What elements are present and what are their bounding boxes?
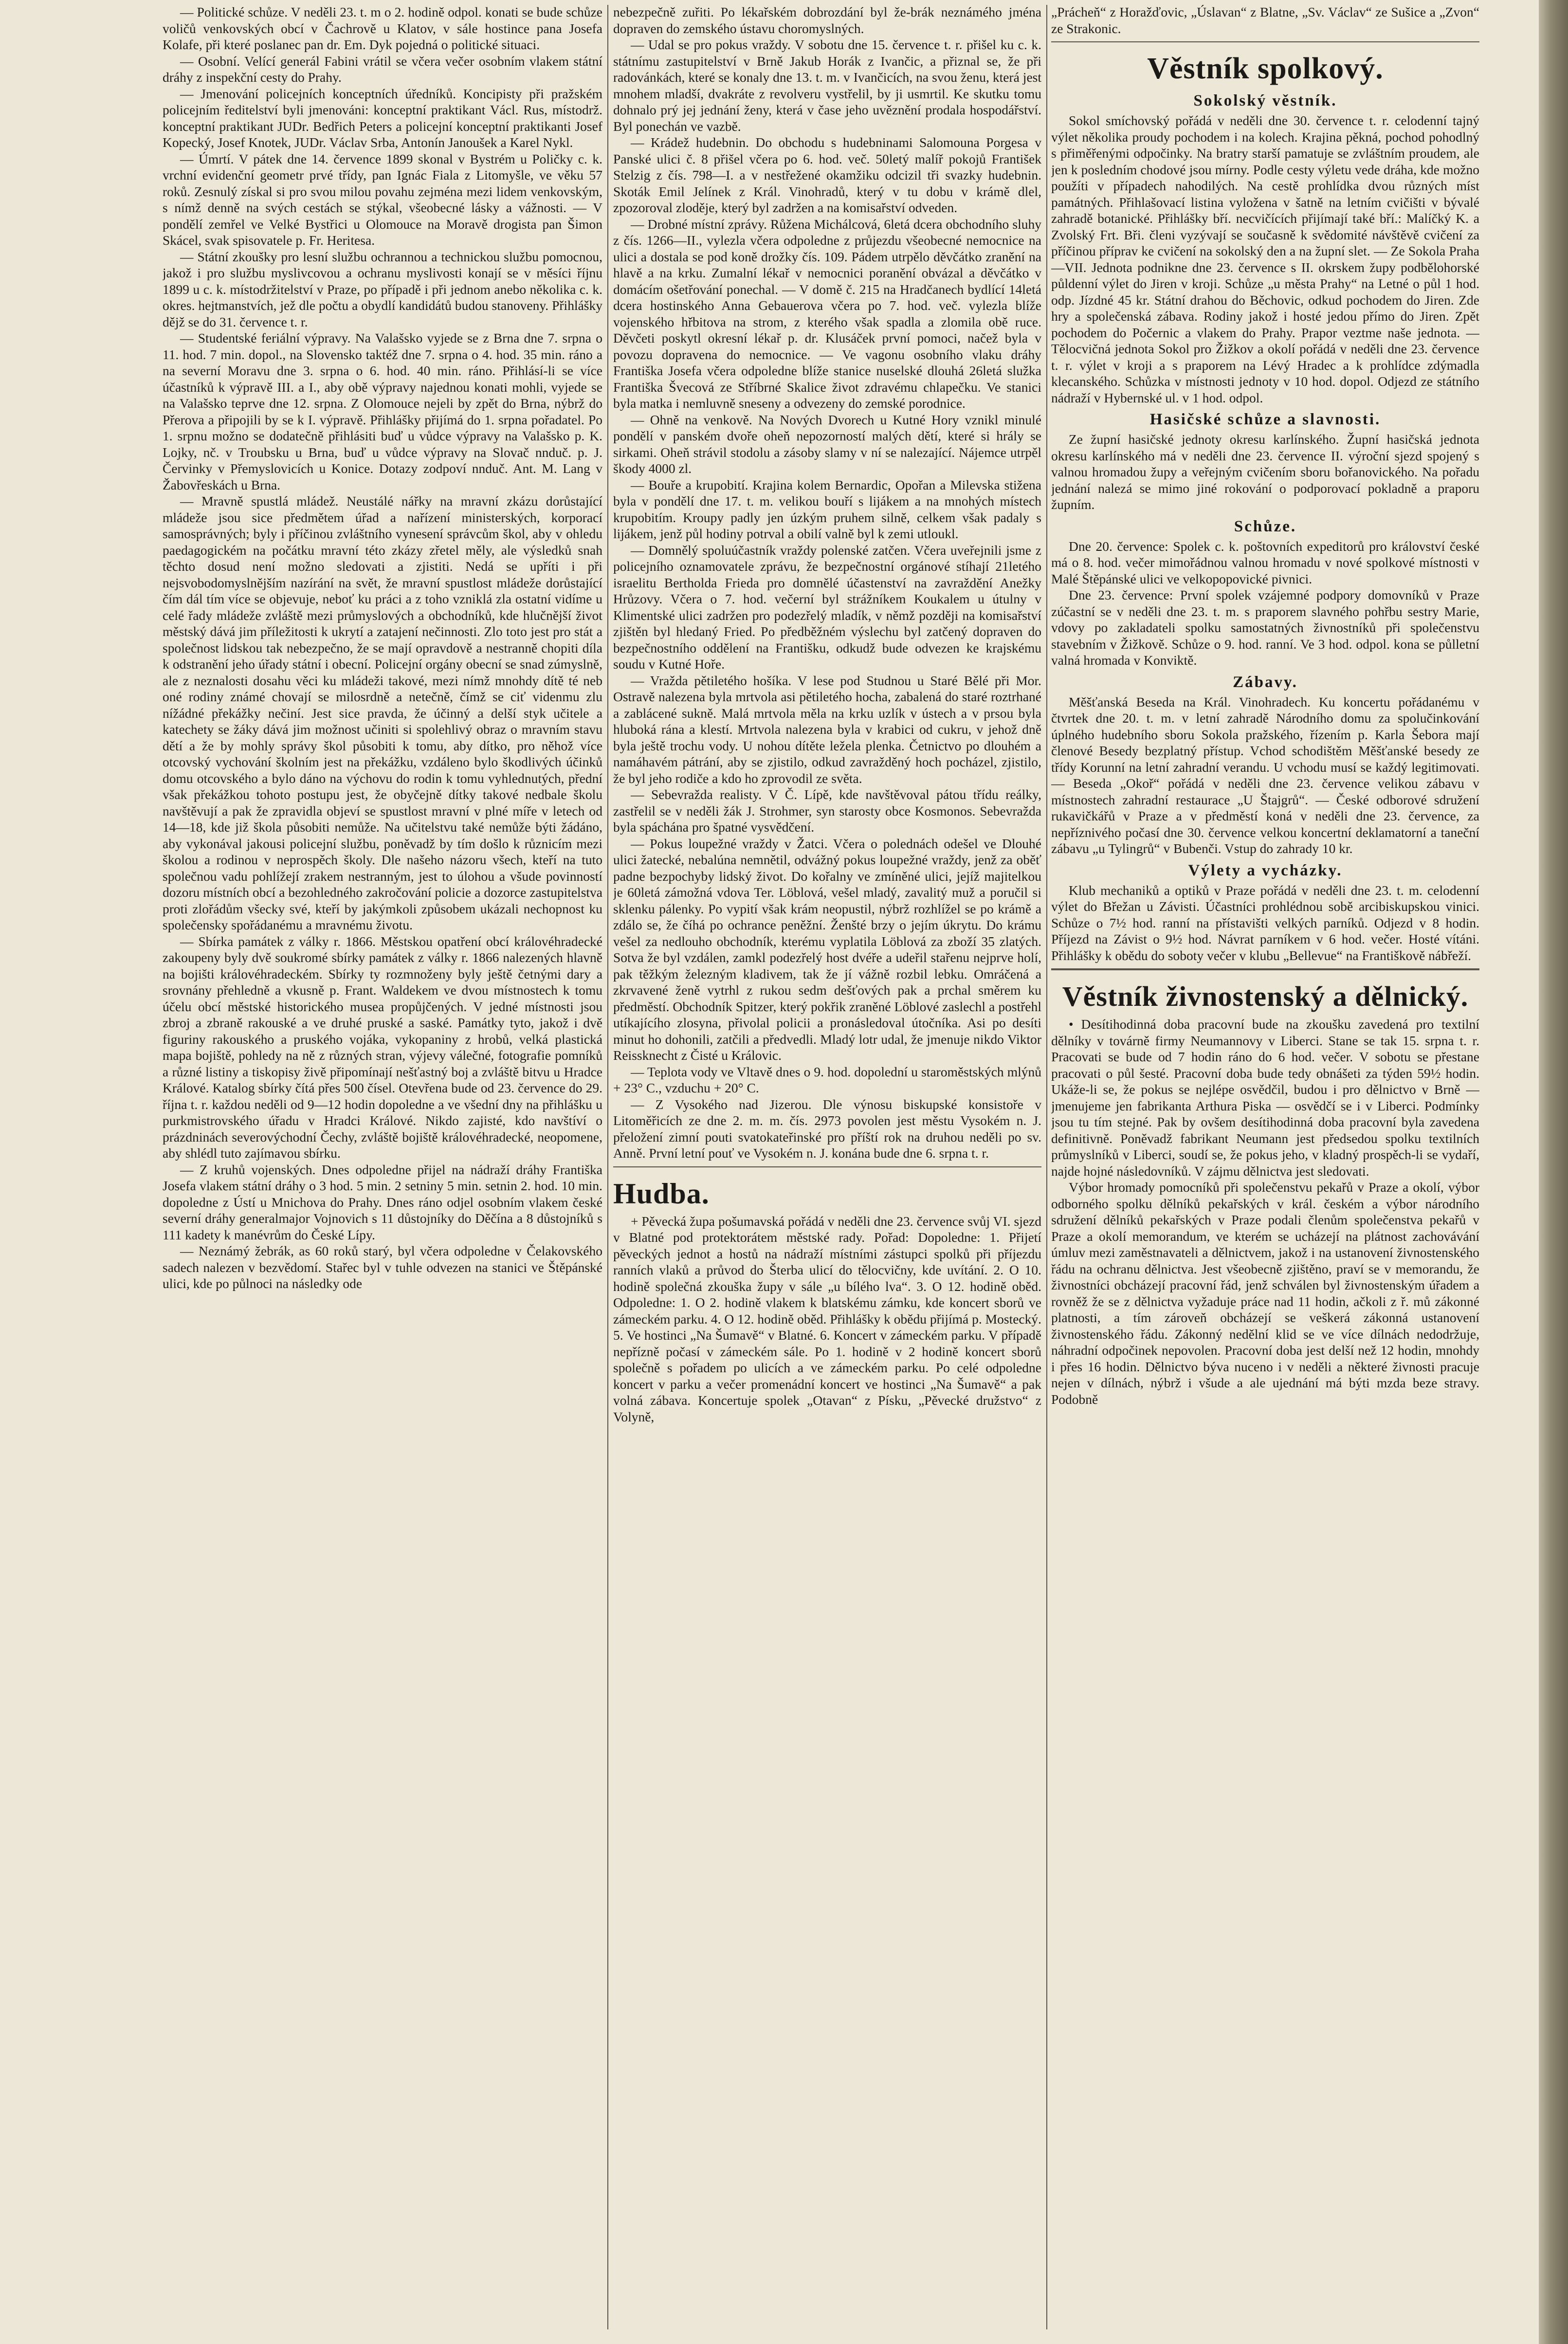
section-title-zivnostensky: Věstník živnostenský a dělnický. <box>1062 981 1469 1012</box>
column-rule-1 <box>607 5 608 2329</box>
article-water-temp: — Teplota vody ve Vltavě dnes o 9. hod. dopolední u staroměstských mlýnů + 23° C., vzduchu + 20° C. <box>613 1064 1041 1095</box>
article-1866-collection: — Sbírka památek z války r. 1866. Městskou opatření obcí královéhradecké zakoupeny byly dvě soukromé sbírky památek z války r. 1866 nalezených hlavně na bojišti královéhradeckém. Sbírky ty rozmnoženy byly ještě četnými dary a srovnány přehledně a vkusně p. Frant. Waldekem ve dvou místnostech k tomu účelu obcí městské historického musea propůjčených. V jedné místnosti jsou zbroj a zbraně rakouské a ve druhé pruské a saské. Památky tyto, jakož i dvě figuriny rakouského a pruského vojáka, vykopaniny z hrobů, velká plastická mapa bojiště, pohledy na ně z různých stran, výjevy válečné, fotografie pomníků a různé listiny a tiskopisy živě připomínají nešťastný boj a zvláště bitvu u Hradce Králové. Katalog sbírky čítá přes 500 čísel. Otevřena bude od 23. července do 29. října t. r. každou neděli od 9—12 hodin dopoledne a ve všední dny na přihlášku u purkmistrovského úřadu v Hradci Králové. Nikdo zajisté, kdo navštíví o prázdninách severovýchodní Čechy, zvláště bojiště královéhradecké, neopomene, aby shlédl tuto zajímavou sbírku. <box>163 933 602 1161</box>
article-robbery: — Pokus loupežné vraždy v Žatci. Včera o polednách odešel ve Dlouhé ulici žatecké, nebalúna nemnětil, odvážný pokus loupežné vraždy, jenž za oběť padne bezpochyby lidský život. Do kořalny ve zmíněné ulici, jejíž majitelkou je 60letá zámožná vdova Ter. Löblová, vešel mladý, zavalitý muž a poručil si sklenku pálenky. Po vypití však krám neopustil, nýbrž rozhlížel se po krámě a zdálo se, že číhá po ochrance peněžní. Ženšté brzy o jejím úkrytu. Do krámu vešel za nedlouho obchodník, kterému vyplatila Löblová za zboží 35 zlatých. Sotva že byl vzdálen, zamkl podezřelý host dvéře a udeřil stařenu nejprve holí, pak těžkým železným kladivem, tak že jí vážně rozbil lebku. Omráčená a zkrvavené ženě vytrhl z rukou sedm dešťových pak a prchal směrem ku předměstí. Obchodník Spitzer, který pokřik zraněné Löblové zaslechl a postřehl utíkajícího zlosyna, přivolal policii a pronásledoval útočníka. Asi po desíti minut ho dohonili, zatčili a předvedli. Mladý lotr udal, že jmenuje nikdo Viktor Reissknecht z Čisté u Královic. <box>613 836 1041 1063</box>
section-title-hudba: Hudba. <box>613 1177 710 1210</box>
article-bakers: Výbor hromady pomocníků při společenstvu pekařů v Praze a okolí, výbor odborného spolku dělníků pekařských v král. českém a výbor národního sdružení dělníků pekařských v Praze podali členům společenstva pekařů v Praze a okolí memorandum, ve kterém se ucházejí na plátnost zachovávání úmluv mezi zaměstnavateli a dělnictvem, jakož i na ustanovení živnostenského řádu na ochranu dělnictva. Jest všeobecně zjištěno, praví se v memorandu, že živnostníci obcházejí pracovní řád, jenž schválen byl živnostenským úřadem a rovněž že se z dělnictva vyžaduje práce nad 11 hodin, ačkoli z ř. mů zákonné platnosti, a tím zároveň obcházejí se veškerá zákonná ustanovení živnostenského řádu. Zákonný nedělní klid se ve více dílnách nedodržuje, náhradní odpočinek nepovolen. Pracovní doba jest delší než 12 hodin, mnohdy i přes 16 hodin. Dělnictvo býva nuceno i v neděli a některé živnosti pracuje nejen v dílnách, nýbrž i všude a ale ujednání má býti mzda beze stravy. Podobně <box>1051 1180 1479 1407</box>
article-trips: Klub mechaniků a optiků v Praze pořádá v neděli dne 23. t. m. celodenní výlet do Břežan u Závisti. Účastníci prohlédnou sobě arcibiskupskou vinici. Schůze o 7½ hod. ranní na přístavišti velkých parníků. Odjezd v 8 hodin. Příjezd na Závist o 9½ hod. Návrat parníkem v 6 hod. večer. Hosté vítáni. Přihlášky k obědu do soboty večer v klubu „Bellevue“ na Františkově nábřeží. <box>1051 882 1479 963</box>
article-arrest: — Domnělý spoluúčastník vraždy polenské zatčen. Včera uveřejnili jsme z policejního oznamovatele zprávu, že bezpečnostní orgánové stíhají 21letého israelitu Bertholda Frieda pro domnělé účastenství na zavraždění Anežky Hrůzovy. Včera o 7. hod. večerní byl strážníkem Koukalem u útulny v Klimentské ulici zadržen pro podezřelý mladík, v němž později na komisařství zjištěn byl hledaný Fried. Po předběžném výslechu byl zatčený dopraven do bezpečnostního oddělení na Františku, odkudž bude odvezen ke krajskému soudu v Kutné Hoře. <box>613 542 1041 672</box>
section-divider <box>1051 968 1479 970</box>
subsection-sokol: Sokolský věstník. <box>1193 92 1337 109</box>
article-entertainment: Měšťanská Beseda na Král. Vinohradech. Ku koncertu pořádanému v čtvrtek dne 20. t. m. v letní zahradě Národního domu za spolučinkování úplného hudebního sboru Sokola pražského, řízením p. Karla Šebora mají členové Besedy bezplatný přístup. Vchod schodištěm Měšťanské besedy ze třídy Korunní na letní zahradní verandu. U vchodu musí se každý legitimovati. — Beseda „Okoř“ pořádá v neděli dne 23. července velikou zábavu v místnostech zahradní restaurace „U Štajgrů“. — České odborové sdružení rukavičkářů v Praze a v předměstí koná v neděli dne 23. července, za nepříznivého počasí dne 30. července velkou koncertní deklamatorní a taneční zábavu „u Tylingrů“ v Bubenči. Vstup do zahrady 10 kr. <box>1051 694 1479 856</box>
article-choir: + Pěvecká župa pošumavská pořádá v neděli dne 23. července svůj VI. sjezd v Blatné pod protektorátem městské rady. Pořad: Dopoledne: 1. Přijetí pěveckých jednot a hostů na nádraží místními zástupci spolků při příjezdu ranních vlaků a průvod do Šterba ulicí do tělocvičny, kde uvítání. 2. O 10. hodině společná zkouška župy v sále „u bílého lva“. 3. O 12. hodině oběd. Odpoledne: 1. O 2. hodině vlakem k blatskému zámku, kde koncert sborů ve zámeckém parku. 4. O 12. hodině oběd. Přihlášky k obědu přijímá p. Mostecký. 5. Ve hostinci „Na Šumavě“ v Blatné. 6. Koncert v zámeckém parku. V případě nepřízně počasí v zámeckém sále. Po 1. hodině v 2 hodině koncert sborů společně s pořadem po ulicích a ve zámeckém parku. Po celé odpoledne koncert v parku a večer promenádní koncert ve hostinci „Na Šumavě“ a pak volná zábava. Koncertuje spolek „Otavan“ z Písku, „Pěvecké družstvo“ z Volyně, <box>613 1213 1041 1424</box>
article-sokol: Sokol smíchovský pořádá v neděli dne 30. července t. r. celodenní tajný výlet několika proudy pochodem i na kolech. Krajina pěkná, pochod pohodlný s přiměřenými odpočinky. Na bratry starší pamatuje se zvláštním proudem, ale jen k posledním chodové jsou mírny. Podle cesty výletu vede dráha, kde možno použíti v případech nahodilých. Na cestě prohlídka dvou různých míst památných. Přihlašovací listina vyložena v šatně na letním cvičišti v bývalé zahradě botanické. Přihlášky bří. necvičících přijímají také bří.: Malíčký K. a Zvolský Frt. Bři. členi vyzývají se současně k svědomité návštěvě cvičení za příčinou příprav ke cvičení na sokolský den a na župní slet. — Ze Sokola Praha—VII. Jednota podnikne dne 23. července s II. okrskem župy podbělohorské půldenní výlet do Jiren v kroji. Schůze „u města Prahy“ na Letné o půl 1 hod. odp. Jízdné 45 kr. Státní drahou do Běchovic, odkud pochodem do Jiren. Zde hry a společenská zábava. Rodiny jakož i hosté jedou přímo do Jiren. Zpět pochodem do Počernic a vlakem do Prahy. Prapor veztme naše jednota. — Tělocvičná jednota Sokol pro Žižkov a okolí pořádá v neděli dne 23. července t. r. výlet v kroji a s praporem na Lévý Hradec a k prohlídce zdýmadla klecanského. Schůzka v místnosti jednoty v 10 hod. dopol. Odjezd ze státního nádraží v Hybernské ul. v 1 hod. odpol. <box>1051 113 1479 405</box>
article-storm: — Bouře a krupobití. Krajina kolem Bernardic, Opořan a Milevska stižena byla v pondělí dne 17. t. m. velikou bouří s lijákem a na mnohých místech krupobitím. Kroupy padly jen úzkým pruhem silně, celkem však padaly s lijákem, jenž půl hodiny potrval a obilí valně byl k zemi utloukl. <box>613 477 1041 541</box>
article-state-exams: — Státní zkoušky pro lesní službu ochrannou a technickou službu pomocnou, jakož i pro službu myslivcovou a ochranu myslivosti konají se v měsíci říjnu 1899 u c. k. místodržitelství v Praze, po případě i při jednom anebo několika c. k. okres. hejtmanstvích, jež dle počtu a obydlí kandidátů budou stanoveny. Přihlášky dějž se do 31. července t. r. <box>163 249 602 329</box>
article-beggar-cont: nebezpečně zuřiti. Po lékařském dobrozdání byl že-brák neznámého jména dopraven do zemského ústavu choromyslných. <box>613 4 1041 36</box>
article-vysoke: — Z Vysokého nad Jizerou. Dle výnosu biskupské konsistoře v Litoměřicích ze dne 2. m. m. čís. 2973 povolen jest městu Vysokém n. J. přeložení zimní pouti svatokateřinské pro příští rok na druhou neděli po sv. Anně. První letní pouť ve Vysokém n. J. konána bude dne 6. srpna t. r. <box>613 1096 1041 1161</box>
section-title-spolkovy: Věstník spolkový. <box>1147 52 1384 85</box>
article-personal: — Osobní. Velící generál Fabini vrátil se včera večer osobním vlakem státní dráhy z inspekční cesty do Prahy. <box>163 53 602 85</box>
article-political-meetings: — Politické schůze. V neděli 23. t. m o 2. hodině odpol. konati se bude schůze voličů venkovských obcí v Čachrově u Klatov, v sále hostince pana Josefa Kolafe, při které poslanec pan dr. Em. Dyk pojedná o politické situaci. <box>163 4 602 52</box>
section-divider <box>1051 41 1479 42</box>
article-deaths: — Úmrtí. V pátek dne 14. července 1899 skonal v Bystrém u Poličky c. k. vrchní evidenční geometr prvé třídy, pan Ignác Fiala z Litomyšle, ve věku 57 roků. Zesnulý získal si pro svou milou povahu zejména mezi lidem venkovským, s nímž denně na svých cestách se stýkal, všeobecné lásky a vážnosti. — V pondělí zemřel ve Velké Bystřici u Olomouce na Moravě drogista pan Šimon Skácel, svak spisovatele p. Fr. Heritesa. <box>163 151 602 248</box>
subsection-entertainment: Zábavy. <box>1233 673 1298 691</box>
subsection-firemen: Hasičské schůze a slavnosti. <box>1149 411 1381 428</box>
article-firemen: Ze župní hasičské jednoty okresu karlínského. Župní hasičská jednota okresu karlínského má v neděli dne 23. července II. výroční sjezd spojený s valnou hromadou župy a veřejným cvičením sboru bořanovického. Na pořadu jednání nalezá se mimo jiné rokování o podporovací pokladně a praporu župním. <box>1051 432 1479 512</box>
article-suicide: — Sebevražda realisty. V Č. Lípě, kde navštěvoval pátou třídu reálky, zastřelil se v neděli žák J. Strohmer, syn starosty obce Kosmonos. Sebevražda byla spáchána pro špatné vysvědčení. <box>613 787 1041 835</box>
article-police-appointments: — Jmenování policejních konceptních úředníků. Koncipisty při pražském policejním ředitelství byli jmenováni: konceptní praktikant Václ. Rus, místodrž. konceptní praktikant JUDr. Bedřich Peters a policejní konceptní praktikanti Josef Kopecký, Josef Knotek, JUDr. Václav Srba, Antonín Janoušek a Karel Nykl. <box>163 86 602 150</box>
article-military: — Z kruhů vojenských. Dnes odpoledne přijel na nádraží dráhy Františka Josefa vlakem státní dráhy o 3 hod. 5 min. 2 setniny 5 min. setnin 2. hod. 10 min. dopoledne z Ústí u Mnichova do Prahy. Dnes ráno odjel osobním vlakem české severní dráhy generalmajor Vojnovich s 11 důstojníky do Děčína a 8 důstojníků s 111 kadety k manévrům do České Lípy. <box>163 1162 602 1242</box>
article-beggar: — Neznámý žebrák, as 60 roků starý, byl včera odpoledne v Čelakovského sadech nalezen v bezvědomí. Stařec byl v tuhle odvezen na stanici ve Štěpánské ulici, kde po půlnoci na následky ode <box>163 1243 602 1291</box>
article-meeting-1: Dne 20. července: Spolek c. k. poštovních expeditorů pro království české má o 8. hod. večer mimořádnou valnou hromadu v nové spolkové místnosti v Malé Štěpánské ulici ve velkopopovické pivnici. <box>1051 538 1479 586</box>
article-meeting-2: Dne 23. července: První spolek vzájemné podpory domovníků v Praze zúčastní se v neděli dne 23. t. m. s praporem slavného pohřbu sestry Marie, vdovy po zakladateli spolku samostatných živnostníků při společenstvu stavebním v Žižkově. Schůze o 9. hod. ranní. Ve 3 hod. odpol. kona se půlletní valná hromada v Konviktě. <box>1051 587 1479 668</box>
page-binding-edge <box>1539 0 1568 2344</box>
column-rule-2 <box>1046 5 1047 2329</box>
column-2 <box>613 4 1041 2329</box>
article-murder-attempt: — Udal se pro pokus vraždy. V sobotu dne 15. července t. r. přišel ku c. k. státnímu zastupitelství v Brně Jakub Horák z Ivančic, a přiznal se, že při radovánkách, které se konaly dne 13. t. m. v Ivančicích, na svou ženu, která jest mnohem mladší, dvakráte z revolveru vystřelil, by ji usmrtil. Ke skutku tomu dohnalo prý jej jednání ženy, která v čase jeho uvěznění prodala hospodářství. Byl ponechán ve vazbě. <box>613 37 1041 134</box>
column-3 <box>1051 4 1479 2329</box>
article-local-news: — Drobné místní zprávy. Růžena Michálcová, 6letá dcera obchodního sluhy z čís. 1266—II., vylezla včera odpoledne z průjezdu všeobecné nemocnice na ulici a dostala se pod koně drožky čís. 109. Pádem utrpělo děvčátko zranění na hlavě a na krku. Zumalní lékař v nemocnici poranění obvázal a děvčátko v domácím ošetřování ponechal. — V domě č. 215 na Hradčanech bydlící 14letá dcera hostinského Anna Gebauerova včera po 7. hod. več. vylezla blíže vojenského hřbitova na strom, z kterého však spadla a zlomila obě ruce. Děvčeti poskytl okresní lékař p. dr. Klusáček první pomoci, načež byla v povozu dopravena do nemocnice. — Ve vagonu osobního vlaku dráhy Františka Josefa včera odpoledne blíže stanice nuselské dlouhá 26letá služka Františka Švecová ze Stříbrné Skalice život zdravému chlapečku. Ve stanici byla matka i nemluvně sneseny a odvezeny do zemské porodnice. <box>613 216 1041 411</box>
article-ten-hour-day: • Desítihodinná doba pracovní bude na zkoušku zavedená pro textilní dělníky v továrně firmy Neumannovy v Liberci. Stane se tak 15. srpna t. r. Pracovati se bude od 7 hodin ráno do 6 hod. večer. V sobotu se přestane pracovati o půl šesté. Pracovní doba bude tedy obnášeti za týden 59½ hodin. Ukáže-li se, že pokus se nejlépe osvědčil, budou i pro dělnictvo v Brně — jmenujeme jen fabrikanta Arthura Piska — osvědčí se i v Liberci. Podmínky jsou tu tím stejné. Pak by ovšem desítihodinná doba pracovní byla zavedena definitivně. Poněvadž fabrikant Neumann jest předsedou spolku textilních průmyslníků v Liberci, soudí se, že pokus jeho, v kladný prospěch-li se vydaří, najde hojné následovníků. V zájmu dělnictva jest sledovati. <box>1051 1017 1479 1179</box>
subsection-meetings: Schůze. <box>1234 517 1297 535</box>
article-boy-murder: — Vražda pětiletého hošíka. V lese pod Studnou u Staré Bělé při Mor. Ostravě nalezena byla mrtvola asi pětiletého hocha, zabalená do staré roztrhané a zablácené sukně. Malá mrtvola měla na krku uzlík v ústech a v prsou byla hluboká rána a klestí. Mrtvola nalezena byla v krabici od cukru, v jehož dně byla ještě trochu vody. U nohou dítěte ležela plenka. Četnictvo po dlouhém a namáhavém pátrání, aby se zjistilo, odkud zavražděný hoch pocházel, zjistilo, že byl jeho rodiče a kdo ho zprovodil ze světa. <box>613 672 1041 786</box>
article-theft: — Krádež hudebnin. Do obchodu s hudebninami Salomouna Porgesa v Panské ulici č. 8 přišel včera po 6. hod. več. 50letý malíř pokojů František Stelzig z čís. 798—I. a v nestřežené okamžiku odcizil tři svazky hudebnin. Skoták Emil Jelínek z Král. Vinohradů, který v tu dobu v krámě dlel, zpozoroval zloděje, který byl zadržen a na komisařství odveden. <box>613 135 1041 215</box>
section-divider <box>613 1166 1041 1167</box>
article-choir-cont: „Prácheň“ z Horažďovic, „Úslavan“ z Blatne, „Sv. Václav“ ze Sušice a „Zvon“ ze Strakonic. <box>1051 4 1479 36</box>
article-student-trips: — Studentské feriální výpravy. Na Valašsko vyjede se z Brna dne 7. srpna o 11. hod. 7 min. dopol., na Slovensko taktéž dne 7. srpna o 4. hod. 35 min. ráno a na severní Moravu dne 3. srpna o 6. hod. 40 min. ráno. Přihlásí-li se více účastníků k výpravě III. a I., aby obě výpravy najednou konati mohli, vyjede se na Valašsko teprve dne 12. srpna. Z Olomouce nejeli by zpět do Brna, nýbrž do Přerova a připojili by se k I. výpravě. Přihlášky přijímá do 1. srpna pořadatel. Po 1. srpnu možno se dodatečně přihlásiti buď u vůdce výpravy na Valašsko p. K. Lojky, nč. v Troubsku u Brna, buď u vůdce výpravy na Slovač nnduč. p. J. Červinky v Přemyslovicích u Konice. Dotazy zodpoví nnduč. Ant. M. Lang v Žabovřeskách u Brna. <box>163 330 602 492</box>
article-youth: — Mravně spustlá mládež. Neustálé nářky na mravní zkázu dorůstající mládeže jsou sice předmětem úřad a nařízení ministerských, korporací samosprávných; byly i příčinou zvláštního vynesení správcům škol, aby v ohledu paedagogickém na počátku mravní této zkázy zřetel měly, ale výsledků snah těchto dosud není možno sledovati a zjistiti. Nedá se upříti i při nejsvobodomyslnějším nazírání na svět, že mravní spustlost mládeže dorůstající čím dál tím více se objevuje, neboť ku práci a z toho vzniklá zla ostatní vidíme u celé řady mládeže zvláště mezi průmyslových a obchodníků, kde hlučnější život městský dává jim příležitosti k ukrytí a zatajení nečinnosti. Zlo toto jest pro stát a společnost lidskou tak nebezpečno, že se mají opravdově a nestranně chopiti díla k odstranění jeho úřady státní i obecní. Policejní orgány obecní se snad zúmyslně, ale z neznalosti dosahu věci ku mládeži takové, mezi nímž mnohdy dítě té neb oné rodiny známé chovají se milosrdně a netečně, čímž se ciť videnmu zlu nížádné překážky nečiní. Jest sice pravda, že účinný a delší styk učitele a katechety se žáky dává jim možnost učiniti si spolehlivý obraz o mravním stavu dětí a že by mohly správy škol působiti k tomu, aby dítko, pro něhož více otcovský vychování školním jest na překážku, vzdáleno bylo škodlivých účinků domu otcovského a bylo dáno na výchovu do rodin k tomu vyhlednutých, přední však překážkou tohoto postupu jest, že obyčejně dítky takové nedbale školu navštěvují a pak že zpravidla objeví se spustlost mravní v plné míře v letech od 14—18, kde již škola působiti nemůže. Na učitelstvu také nemůže býti žádáno, aby vykonával jakousi policejní službu, poněvadž by tím došlo k různicím mezi školou a rodinou v neprospěch školy. Dle našeho názoru všech, kteří na tuto společnou vadu pohlížejí zrakem nestranným, jest to úlohou a všude povinností dozoru místních obcí a bezohledného zakročování policie a dozorce zastupitelstva proti zlořádům všecky své, kteří by jakýmkoli způsobem ukázali nechopnost ku společensky spořádanému a mravnému životu. <box>163 493 602 932</box>
column-1 <box>163 4 602 2329</box>
article-fires: — Ohně na venkově. Na Nových Dvorech u Kutné Hory vznikl minulé pondělí v panském dvoře oheň nepozorností malých dětí, které si hrály se sirkami. Oheň strávil stodolu a zásoby slamy v ní se nalezající. Nájemce utrpěl škody 4000 zl. <box>613 412 1041 476</box>
subsection-trips: Výlety a vycházky. <box>1188 861 1343 879</box>
